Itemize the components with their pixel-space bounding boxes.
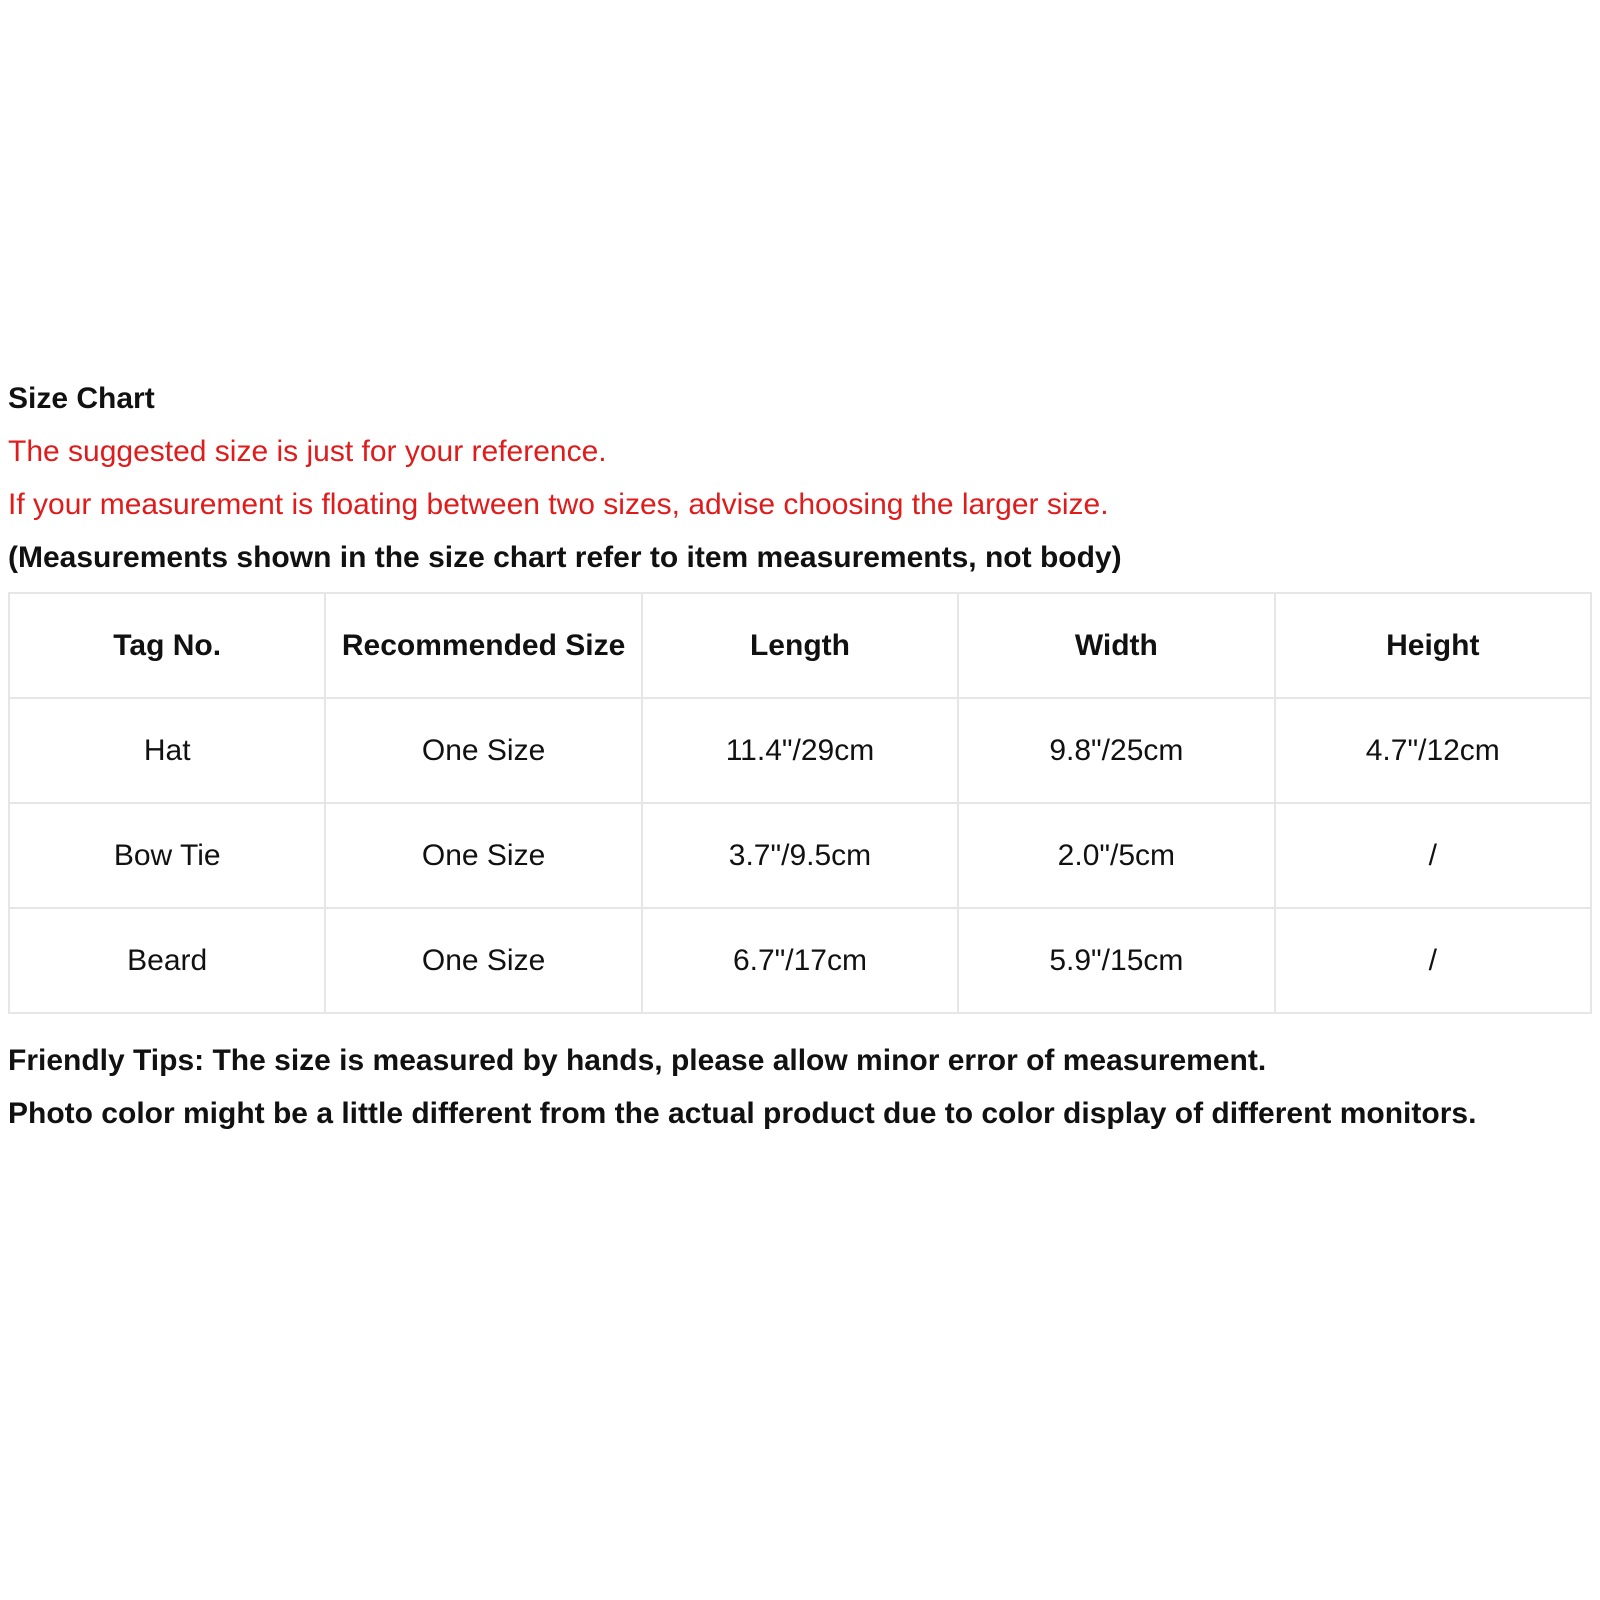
table-cell: 11.4"/29cm [642, 698, 958, 803]
table-cell: 4.7"/12cm [1275, 698, 1591, 803]
table-row [9, 908, 1591, 1013]
column-header-tag-no: Tag No. [9, 593, 325, 698]
table-cell: Hat [9, 698, 325, 803]
table-cell: 3.7"/9.5cm [642, 803, 958, 908]
table-header-row [9, 593, 1591, 698]
table-row [9, 803, 1591, 908]
measurement-tip: Friendly Tips: The size is measured by hands, please allow minor error of measurement. [8, 1044, 1267, 1077]
reference-note: The suggested size is just for your reference. [8, 435, 607, 468]
table-cell: One Size [325, 908, 641, 1013]
size-table [8, 592, 1592, 1014]
table-cell: 9.8"/25cm [958, 698, 1274, 803]
measurement-disclaimer: (Measurements shown in the size chart refer to item measurements, not body) [8, 541, 1122, 574]
table-cell: / [1275, 908, 1591, 1013]
friendly-tips [8, 1034, 1592, 1140]
table-cell: One Size [325, 803, 641, 908]
column-header-height: Height [1275, 593, 1591, 698]
table-cell: Bow Tie [9, 803, 325, 908]
column-header-width: Width [958, 593, 1274, 698]
table-cell: 5.9"/15cm [958, 908, 1274, 1013]
column-header-recommended-size: Recommended Size [325, 593, 641, 698]
size-chart-heading: Size Chart [8, 382, 155, 415]
table-cell: 6.7"/17cm [642, 908, 958, 1013]
table-cell: Beard [9, 908, 325, 1013]
table-cell: / [1275, 803, 1591, 908]
column-header-length: Length [642, 593, 958, 698]
table-row [9, 698, 1591, 803]
size-chart-section [8, 372, 1592, 1140]
table-cell: One Size [325, 698, 641, 803]
sizing-advice-note: If your measurement is floating between two sizes, advise choosing the larger size. [8, 488, 1109, 521]
color-tip: Photo color might be a little different from the actual product due to color display of different monitors. [8, 1097, 1477, 1130]
table-cell: 2.0"/5cm [958, 803, 1274, 908]
